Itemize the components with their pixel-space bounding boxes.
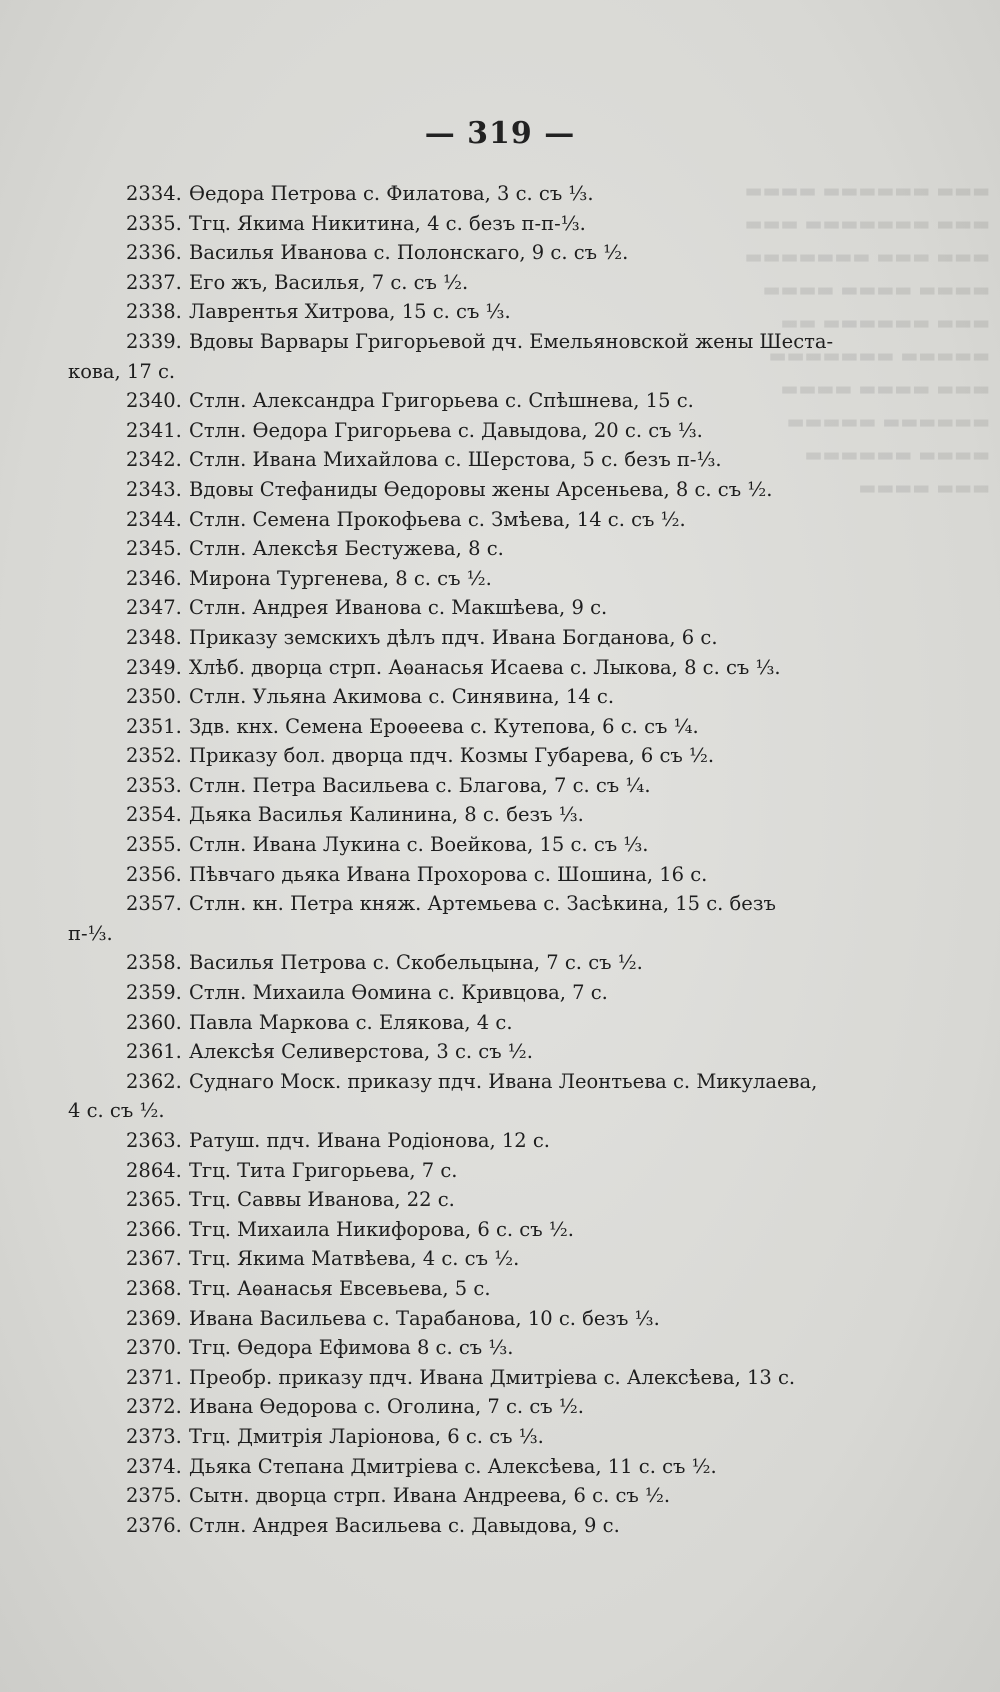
list-item	[68, 1304, 883, 1334]
list-item	[68, 771, 883, 801]
entry-number: 2356.	[126, 862, 182, 886]
entry-text: Тгц. Якима Матвѣева, 4 с. съ ½.	[189, 1247, 520, 1271]
list-item	[68, 209, 883, 239]
list-item	[68, 179, 883, 209]
entry-text: Стлн. кн. Петра княж. Артемьева с. Засѣкина, 15 с. безъ	[189, 892, 776, 916]
list-item	[68, 978, 883, 1008]
entry-text: Вдовы Варвары Григорьевой дч. Емельяновской жены Шеста-	[189, 329, 834, 353]
entry-text: Стлн. Алексѣя Бестужева, 8 с.	[189, 537, 504, 561]
list-item	[68, 860, 883, 890]
entry-number: 2353.	[126, 773, 182, 797]
list-item	[68, 1274, 883, 1304]
list-item	[68, 1481, 883, 1511]
entry-text: Приказу бол. дворца пдч. Козмы Губарева, 6 съ ½.	[189, 744, 715, 768]
entry-text: Дьяка Василья Калинина, 8 с. безъ ⅓.	[189, 803, 584, 827]
entry-text: Стлн. Петра Васильева с. Благова, 7 с. съ ¼.	[189, 773, 651, 797]
page-number: — 319 —	[424, 116, 576, 151]
entry-text: Тгц. Аѳанасья Евсевьева, 5 с.	[189, 1276, 491, 1300]
entry-text: кова, 17 с.	[68, 359, 176, 383]
entry-number: 2368.	[126, 1276, 182, 1300]
entry-text: Суднаго Моск. приказу пдч. Ивана Леонтьева с. Микулаева,	[189, 1069, 818, 1093]
entry-number: 2372.	[126, 1395, 182, 1419]
list-item	[68, 800, 883, 830]
entry-text: Тгц. Михаила Никифорова, 6 с. съ ½.	[189, 1217, 574, 1241]
entry-number: 2350.	[126, 685, 182, 709]
entry-text: Тгц. Якима Никитина, 4 с. безъ п-п-⅓.	[189, 211, 586, 235]
entry-number: 2375.	[126, 1484, 182, 1508]
list-item	[68, 830, 883, 860]
entry-text: Приказу земскихъ дѣлъ пдч. Ивана Богданова, 6 с.	[189, 625, 718, 649]
list-item	[68, 1067, 883, 1097]
list-item	[68, 416, 883, 446]
list-item	[68, 889, 883, 919]
entry-text: Стлн. Андрея Васильева с. Давыдова, 9 с.	[189, 1513, 620, 1537]
list-item	[68, 475, 883, 505]
list-item	[68, 741, 883, 771]
list-item	[68, 564, 883, 594]
entry-text: Ивана Ѳедорова с. Оголина, 7 с. съ ½.	[189, 1395, 584, 1419]
entry-number: 2347.	[126, 596, 182, 620]
entry-number: 2361.	[126, 1040, 182, 1064]
entry-text: Стлн. Семена Прокофьева с. Змѣева, 14 с. съ ½.	[189, 507, 686, 531]
entry-text: Тгц. Дмитрія Ларіонова, 6 с. съ ⅓.	[189, 1424, 544, 1448]
list-item	[68, 1392, 883, 1422]
entry-number: 2335.	[126, 211, 182, 235]
list-item	[68, 297, 883, 327]
entry-text: Вдовы Стефаниды Ѳедоровы жены Арсеньева, 8 с. съ ½.	[189, 477, 773, 501]
entry-text: Сытн. дворца стрп. Ивана Андреева, 6 с. съ ½.	[189, 1484, 671, 1508]
entry-number: 2343.	[126, 477, 182, 501]
entry-number: 2354.	[126, 803, 182, 827]
list-item	[68, 1156, 883, 1186]
list-item	[68, 1363, 883, 1393]
list-item	[68, 623, 883, 653]
entry-text: Здв. кнх. Семена Ероѳеева с. Кутепова, 6 с. съ ¼.	[189, 714, 699, 738]
entry-number: 2339.	[126, 329, 182, 353]
entry-text: Стлн. Андрея Иванова с. Макшѣева, 9 с.	[189, 596, 608, 620]
list-item	[68, 1096, 883, 1126]
list-item	[68, 593, 883, 623]
show-through-texture: ▬▬▬ ▬▬▬▬▬▬ ▬▬▬▬ ▬▬▬ ▬▬▬▬▬▬▬ ▬▬▬ ▬▬▬ ▬▬▬ ▬▬▬▬▬▬▬ ▬▬▬▬ ▬▬▬▬ ▬▬▬▬ ▬▬▬ ▬▬▬▬▬▬ ▬▬ ▬▬▬▬▬ ▬▬▬▬▬▬▬ ▬▬▬ ▬▬▬▬ ▬▬▬▬ ▬▬▬▬▬▬ ▬▬▬▬▬ ▬▬▬▬ ▬▬▬▬▬▬ ▬▬▬ ▬▬▬▬	[744, 180, 990, 499]
entry-text: Пѣвчаго дьяка Ивана Прохорова с. Шошина, 16 с.	[189, 862, 708, 886]
entry-number: 2336.	[126, 241, 182, 265]
entry-number: 2363.	[126, 1129, 182, 1152]
entry-text: Павла Маркова с. Елякова, 4 с.	[189, 1010, 513, 1034]
entry-number: 2373.	[126, 1424, 182, 1448]
entry-text: Василья Иванова с. Полонскаго, 9 с. съ ½.	[189, 241, 629, 265]
entry-number: 2366.	[126, 1217, 182, 1241]
entry-text: Дьяка Степана Дмитріева с. Алексѣева, 11 с. съ ½.	[189, 1454, 717, 1478]
entry-number: 2864.	[126, 1158, 182, 1182]
list-item	[68, 386, 883, 416]
entry-text: Стлн. Михаила Ѳомина с. Кривцова, 7 с.	[189, 981, 608, 1005]
list-item	[68, 327, 883, 357]
entry-number: 2338.	[126, 300, 182, 324]
list-item	[68, 653, 883, 683]
entry-number: 2351.	[126, 714, 182, 738]
entry-number: 2360.	[126, 1010, 182, 1034]
list-item	[68, 357, 883, 387]
list-item	[68, 1244, 883, 1274]
list-item	[68, 1126, 883, 1156]
entry-number: 2344.	[126, 507, 182, 531]
entry-text: Его жъ, Василья, 7 с. съ ½.	[189, 270, 469, 294]
entry-number: 2340.	[126, 389, 182, 413]
entry-text: Алексѣя Селиверстова, 3 с. съ ½.	[189, 1040, 533, 1064]
entry-text: Хлѣб. дворца стрп. Аѳанасья Исаева с. Лыкова, 8 с. съ ⅓.	[189, 655, 781, 679]
list-item	[68, 445, 883, 475]
entries-list	[68, 179, 883, 1540]
list-item	[68, 534, 883, 564]
entry-text: Тгц. Саввы Иванова, 22 с.	[189, 1188, 455, 1212]
list-item	[68, 1333, 883, 1363]
entry-text: Ѳедора Петрова с. Филатова, 3 с. съ ⅓.	[189, 182, 594, 205]
list-item	[68, 948, 883, 978]
entry-text: Лаврентья Хитрова, 15 с. съ ⅓.	[189, 300, 511, 324]
entry-text: Ратуш. пдч. Ивана Родіонова, 12 с.	[189, 1129, 550, 1152]
entry-text: Тгц. Ѳедора Ефимова 8 с. съ ⅓.	[189, 1336, 514, 1360]
entry-text: п-⅓.	[68, 921, 113, 945]
list-item	[68, 1008, 883, 1038]
list-item	[68, 682, 883, 712]
list-item	[68, 1185, 883, 1215]
entry-text: Стлн. Ивана Лукина с. Воейкова, 15 с. съ ⅓.	[189, 833, 649, 857]
entry-number: 2342.	[126, 448, 182, 472]
entry-number: 2358.	[126, 951, 182, 975]
list-item	[68, 505, 883, 535]
entry-number: 2355.	[126, 833, 182, 857]
list-item	[68, 1511, 883, 1541]
entry-number: 2346.	[126, 566, 182, 590]
entry-text: 4 с. съ ½.	[68, 1099, 165, 1123]
entry-text: Стлн. Ульяна Акимова с. Синявина, 14 с.	[189, 685, 615, 709]
list-item	[68, 1037, 883, 1067]
entry-text: Ивана Васильева с. Тарабанова, 10 с. безъ ⅓.	[189, 1306, 660, 1330]
entry-number: 2357.	[126, 892, 182, 916]
list-item	[68, 1452, 883, 1482]
entry-number: 2345.	[126, 537, 182, 561]
entry-number: 2370.	[126, 1336, 182, 1360]
entry-text: Тгц. Тита Григорьева, 7 с.	[189, 1158, 458, 1182]
entry-number: 2369.	[126, 1306, 182, 1330]
list-item	[68, 919, 883, 949]
entry-text: Стлн. Ѳедора Григорьева с. Давыдова, 20 с. съ ⅓.	[189, 418, 703, 442]
list-item	[68, 268, 883, 298]
entry-number: 2367.	[126, 1247, 182, 1271]
list-item	[68, 1215, 883, 1245]
entry-number: 2352.	[126, 744, 182, 768]
entry-number: 2349.	[126, 655, 182, 679]
list-item	[68, 238, 883, 268]
entry-text: Стлн. Ивана Михайлова с. Шерстова, 5 с. безъ п-⅓.	[189, 448, 722, 472]
entry-number: 2348.	[126, 625, 182, 649]
entry-number: 2337.	[126, 270, 182, 294]
entry-number: 2359.	[126, 981, 182, 1005]
entry-number: 2341.	[126, 418, 182, 442]
entry-number: 2334.	[126, 182, 182, 205]
list-item	[68, 712, 883, 742]
entry-text: Преобр. приказу пдч. Ивана Дмитріева с. Алексѣева, 13 с.	[189, 1365, 796, 1389]
entry-number: 2365.	[126, 1188, 182, 1212]
entry-number: 2376.	[126, 1513, 182, 1537]
entry-text: Мирона Тургенева, 8 с. съ ½.	[189, 566, 492, 590]
list-item	[68, 1422, 883, 1452]
entry-number: 2371.	[126, 1365, 182, 1389]
entry-number: 2374.	[126, 1454, 182, 1478]
entry-number: 2362.	[126, 1069, 182, 1093]
entry-text: Василья Петрова с. Скобельцына, 7 с. съ ½.	[189, 951, 643, 975]
entry-text: Стлн. Александра Григорьева с. Спѣшнева, 15 с.	[189, 389, 694, 413]
